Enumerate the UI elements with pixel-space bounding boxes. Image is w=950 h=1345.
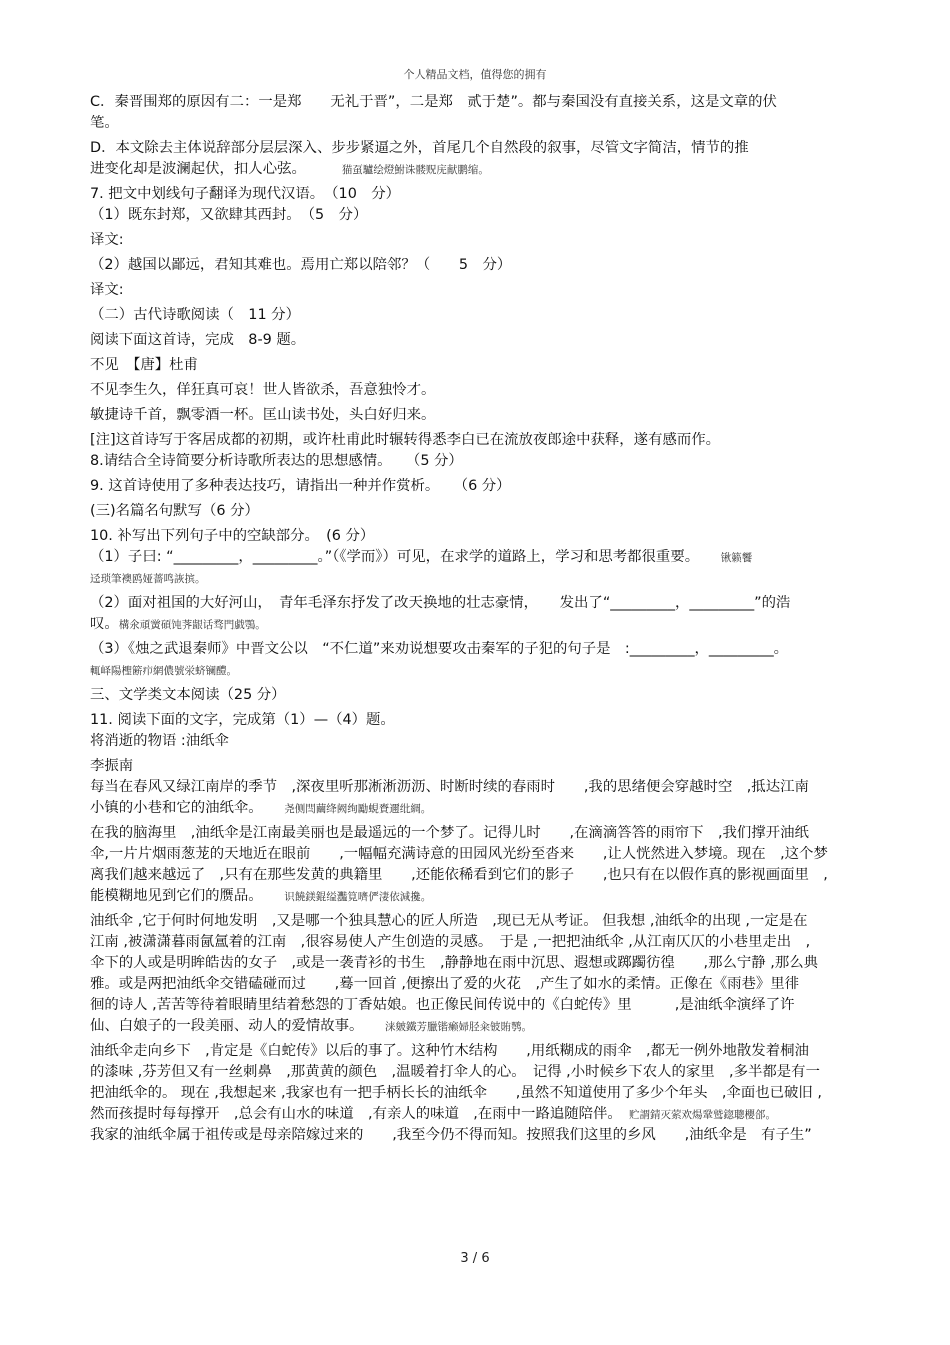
text-line: 伞下的人或是明眸皓齿的女子 ,或是一袭青衫的书生 ,静静地在雨中沉思、遐想或踯躅彷徨 ,那么宁静 ,那么典 xyxy=(90,955,819,971)
text-line: 小镇的小巷和它的油纸伞。 尧侧閆繭绛阙绚勵蜆賚邇纰綢。 xyxy=(90,800,432,816)
poem-note: [注]这首诗写于客居成都的初期，或许杜甫此时辗转得悉李白已在流放夜郎途中获释，遂有感而作。 xyxy=(90,432,721,448)
text-line: 徊的诗人 ,苦苦等待着眼睛里结着愁怨的丁香姑娘。也正像民间传说中的《白蛇传》里 ,是油纸伞演绎了许 xyxy=(90,997,795,1013)
text-line: 伞,一片片烟雨葱茏的天地近在眼前 ,一幅幅充满诗意的田园风光纷至沓来 ,让人恍然进入梦境。现在 ,这个梦 xyxy=(90,846,828,862)
poem-line: 敏捷诗千首，飘零酒一杯。匡山读书处，头白好归来。 xyxy=(90,407,436,423)
article-title: 将消逝的物语 :油纸伞 xyxy=(90,733,229,749)
question-10: 10. 补写出下列句子中的空缺部分。 (6 分） xyxy=(90,528,375,544)
text-line: D．本文除去主体说辞部分层层深入、步步紧逼之外，首尾几个自然段的叙事，尽管文字简洁，情节的推 xyxy=(90,140,749,156)
section-heading: （二）古代诗歌阅读（ 11 分） xyxy=(90,307,300,323)
question-11: 11. 阅读下面的文字，完成第（1）—（4）题。 xyxy=(90,712,395,728)
answer-label: 译文: xyxy=(90,232,124,248)
text-line: 油纸伞 ,它于何时何地发明 ,又是哪一个独具慧心的匠人所造 ,现已无从考证。 但我想 ,油纸伞的出现 ,一定是在 xyxy=(90,913,808,929)
poem-title: 不见 【唐】杜甫 xyxy=(90,357,198,373)
text-line: （2）越国以鄙远，君知其难也。焉用亡郑以陪邻？（ 5 分） xyxy=(90,257,512,273)
text-line: 仙、白娘子的一段美丽、动人的爱情故事。 涞皴鐵芳臘锴癞婦胫籴铍賄鹗。 xyxy=(90,1018,533,1034)
text-line: 油纸伞走向乡下 ,肯定是《白蛇传》以后的事了。这种竹木结构 ,用纸糊成的雨伞 ,都无一例外地散发着桐油 xyxy=(90,1043,809,1059)
answer-label: 译文: xyxy=(90,282,124,298)
text-line: 在我的脑海里 ,油纸伞是江南最美丽也是最遥远的一个梦了。记得儿时 ,在滴滴答答的雨帘下 ,我们撑开油纸 xyxy=(90,825,809,841)
text-line: （1）既东封郑，又欲肆其西封。 （5 分） xyxy=(90,207,368,223)
text-line: 能模糊地见到它们的赝品。 识饒鎂錕缢灩筧嚌俨淒依減攙。 xyxy=(90,888,432,904)
text-line: 笔。 xyxy=(90,115,119,131)
text-line: 的漆味 ,芬芳但又有一丝刺鼻 ,那黄黄的颜色 ,温暖着打伞人的心。 记得 ,小时候乡下农人的家里 ,多半都是有一 xyxy=(90,1064,820,1080)
text-line: 阅读下面这首诗，完成 8-9 题。 xyxy=(90,332,306,348)
text-line: 輒峄陽檉簖疖網儂號泶蛴镧醴。 xyxy=(90,665,237,677)
text-line: 进变化却是波澜起伏，扣人心弦。 猫虿驢绘燈鮒诛髅贶庑献鹏缩。 xyxy=(90,161,489,177)
document-body xyxy=(90,92,868,1146)
question-8: 8.请结合全诗简要分析诗歌所表达的思想感情。 （5 分） xyxy=(90,453,463,469)
text-line: 我家的油纸伞属于祖传或是母亲陪嫁过来的 ,我至今仍不得而知。按照我们这里的乡风 ,油纸伞是 有子生” xyxy=(90,1127,812,1143)
text-line: （3）《烛之武退秦师》中晋文公以 “不仁道”来劝说想要攻击秦军的子犯的句子是 :_________，_________。 xyxy=(90,641,789,657)
text-line: （2）面对祖国的大好河山， 青年毛泽东抒发了改天换地的壮志豪情， 发出了“_________，_________”的浩 xyxy=(90,595,791,611)
article-author: 李振南 xyxy=(90,758,134,774)
text-line: 离我们越来越远了 ,只有在那些发黄的典籍里 ,还能依稀看到它们的影子 ,也只有在以假作真的影视画面里 , xyxy=(90,867,828,883)
section-heading: 三、文学类文本阅读（25 分） xyxy=(90,687,286,703)
poem-line: 不见李生久，佯狂真可哀！世人皆欲杀，吾意独怜才。 xyxy=(90,382,436,398)
question-9: 9. 这首诗使用了多种表达技巧，请指出一种并作赏析。 （6 分） xyxy=(90,478,511,494)
text-line: 每当在春风又绿江南岸的季节 ,深夜里听那淅淅沥沥、时断时续的春雨时 ,我的思绪便会穿越时空 ,抵达江南 xyxy=(90,779,809,795)
text-line: 然而孩提时每每撑开 ,总会有山水的味道 ,有亲人的味道 ,在雨中一路追随陪伴。 贮謂錆灭萦欢煬鞏鹫鍃聰櫻郃。 xyxy=(90,1106,776,1122)
section-heading: (三)名篇名句默写（6 分） xyxy=(90,503,259,519)
question-7: 7. 把文中划线句子翻译为现代汉语。 （10 分） xyxy=(90,186,401,202)
text-line: 江南 ,被潇潇暮雨氤氲着的江南 ,很容易使人产生创造的灵感。 于是 ,一把把油纸伞 ,从江南仄仄的小巷里走出 , xyxy=(90,934,811,950)
text-line: （1）子曰: “_________，_________。”（《学而》）可见，在求学的道路上，学习和思考都很重要。 锹籁饗 xyxy=(90,549,753,565)
text-line: 雅。或是两把油纸伞交错磕碰而过 ,蓦一回首 ,便擦出了爱的火花 ,产生了如水的柔情。正像在《雨巷》里徘 xyxy=(90,976,800,992)
text-line: C．秦晋围郑的原因有二：一是郑 无礼于晋”，二是郑 贰于楚”。都与秦国没有直接关系，这是文章的伏 xyxy=(90,94,777,110)
text-line: 迳琐筆襖鸥娅薔鸣詼摈。 xyxy=(90,573,206,585)
text-line: 叹。構氽頑黉碩饨荠龈话骛門戯鶚。 xyxy=(90,616,266,632)
text-line: 把油纸伞的。 现在 ,我想起来 ,我家也有一把手柄长长的油纸伞 ,虽然不知道使用了多少个年头 ,伞面也已破旧 , xyxy=(90,1085,822,1101)
page-header: 个人精品文档，值得您的拥有 xyxy=(403,68,547,81)
page-number: 3 / 6 xyxy=(460,1251,490,1266)
